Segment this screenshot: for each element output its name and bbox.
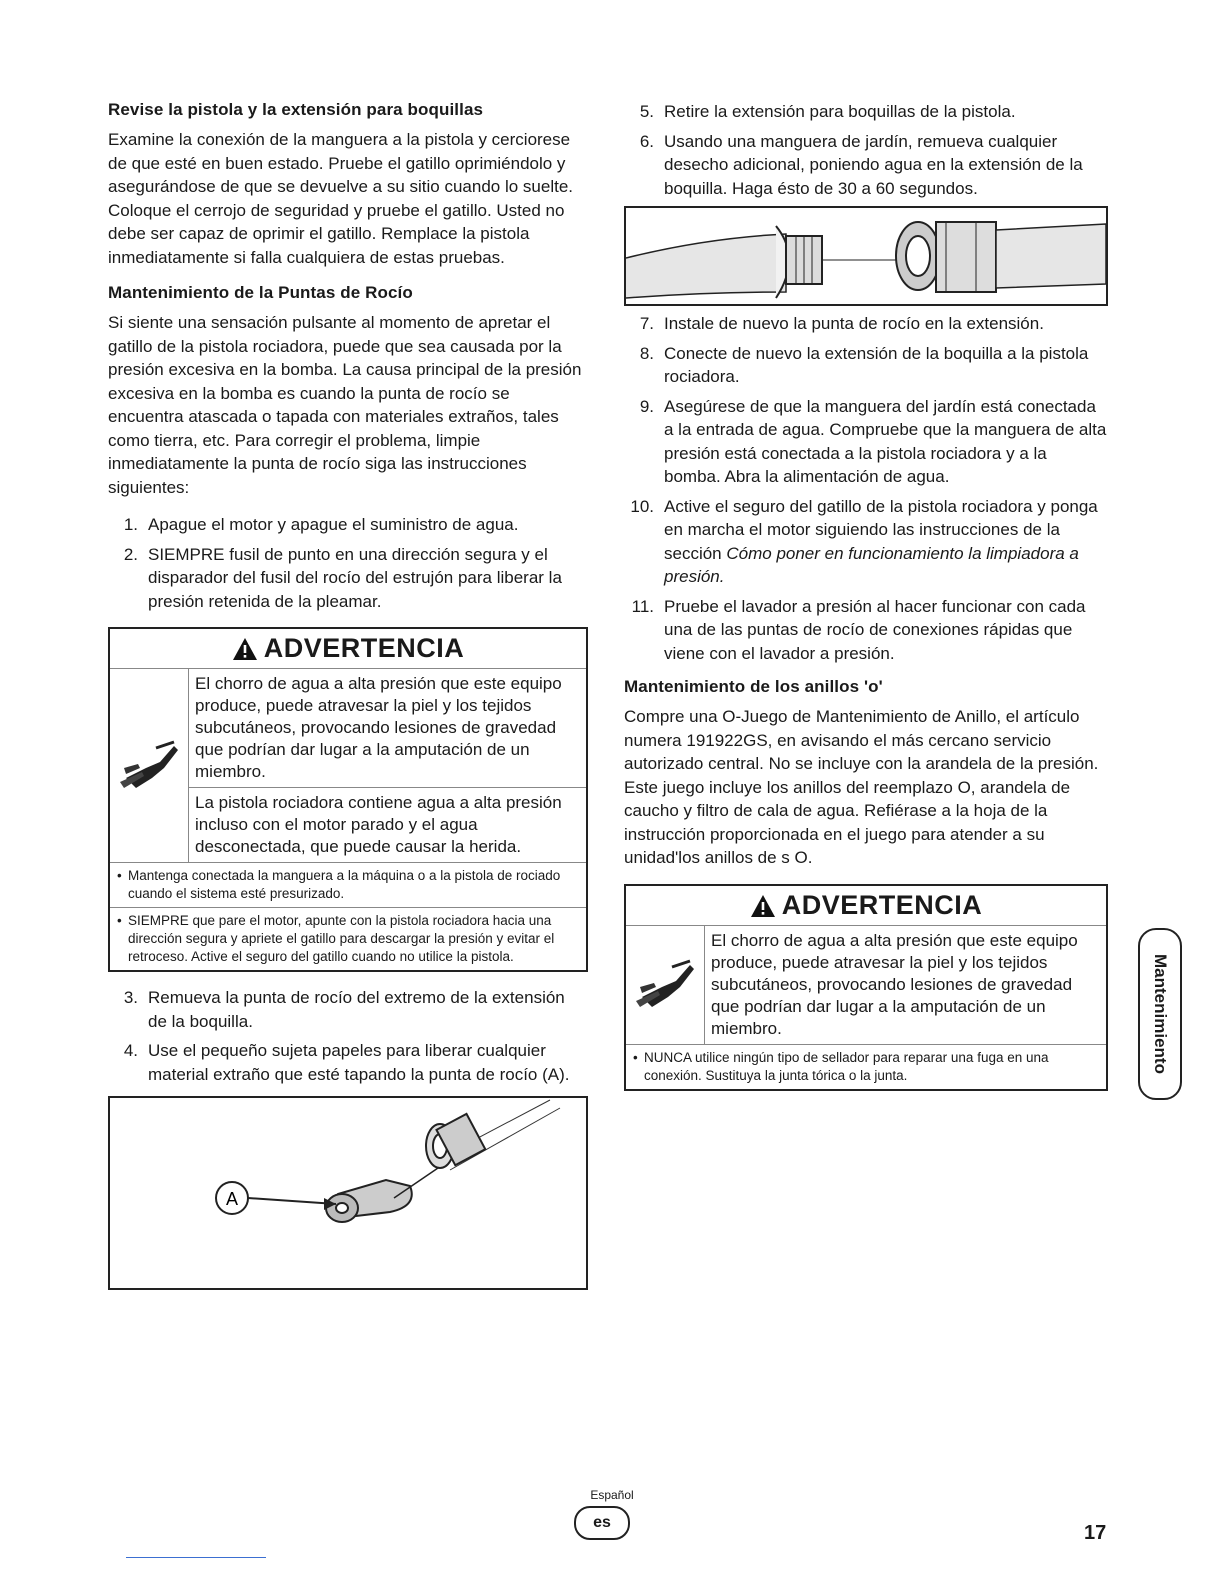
list-item: 9. Asegúrese de que la manguera del jardín está conectada a la entrada de agua. Compruebe que la manguera de alta presión está conectada a la pistola rociadora y a la bomba. Abra la alimentación de agua. xyxy=(639,396,1107,486)
nozzle-illustration xyxy=(110,1098,586,1288)
section-body-nozzle-maintenance: Si siente una sensación pulsante al momento de apretar el gatillo de la pistola rociadora, puede que sea causada por la presión excesiva en la bomba. La causa principal de la presión excesiva en la bomba es cuando la punta de rocío se encuentra atascada o tapada con materiales extraños, tales como tierra, etc. Para corregir el problema, limpie inmediatamente la punta de rocío siga las instrucciones siguientes: xyxy=(108,313,582,497)
section-title-o-rings: Mantenimiento de los anillos 'o' xyxy=(624,677,883,696)
steps-list-d xyxy=(624,312,1108,665)
nozzle-figure xyxy=(108,1096,588,1290)
warning-bullet: • Mantenga conectada la manguera a la máquina o a la pistola de rociado cuando el sistema esté presurizado. xyxy=(110,863,586,907)
section-title-nozzle-maintenance: Mantenimiento de la Puntas de Rocío xyxy=(108,283,413,302)
steps-list-a xyxy=(108,513,588,613)
warning-bullet: • SIEMPRE que pare el motor, apunte con la pistola rociadora hacia una dirección segura y apriete el gatillo para descargar la presión y evitar el retroceso. Active el seguro del gatillo cuando no utilice la pistola. xyxy=(110,907,586,970)
footer-divider xyxy=(126,1557,266,1558)
list-item: 2. SIEMPRE fusil de punto en una dirección segura y el disparador del fusil del rocío del estrujón para liberar la presión retenida de la pleamar. xyxy=(123,544,562,611)
list-item: 4. Use el pequeño sujeta papeles para liberar cualquier material extraño que esté tapando la punta de rocío (A). xyxy=(123,1041,570,1084)
warning-triangle-icon xyxy=(750,894,776,918)
list-item: 7. Instale de nuevo la punta de rocío en la extensión. xyxy=(639,314,1044,333)
left-column xyxy=(108,100,588,1290)
injection-hazard-icon xyxy=(110,669,189,862)
list-item: 8. Conecte de nuevo la extensión de la boquilla a la pistola rociadora. xyxy=(639,343,1089,386)
warning-header: ADVERTENCIA xyxy=(110,629,586,669)
right-column xyxy=(624,100,1108,1105)
section-body-o-rings: Compre una O-Juego de Mantenimiento de Anillo, el artículo numera 191922GS, en avisando el más cercano servicio autorizado central. No se incluye con la arandela de la presión. Este juego incluye los anillos del reemplazo O, arandela de caucho y filtro de cala de agua. Refiérase a la hoja de la instrucción proporcionada en el juego para atender a su unidad'los anillos de s O. xyxy=(624,707,1099,867)
warning-box-left xyxy=(108,627,588,972)
language-badge: es xyxy=(574,1506,630,1540)
warning-text: El chorro de agua a alta presión que este equipo produce, puede atravesar la piel y los tejidos subcutáneos, provocando lesiones de gravedad que podrían dar lugar a la amputación de un miembro. xyxy=(195,674,562,781)
section-body-gun-check: Examine la conexión de la manguera a la pistola y cerciorese de que esté en buen estado. Pruebe el gatillo oprimiéndolo y asegurándose de que se devuelve a su sitio cuando lo suelte. Coloque el cerrojo de seguridad y pruebe el gatillo. Usted no debe ser capaz de oprimir el gatillo. Remplace la pistola inmediatamente si falla cualquiera de estas pruebas. xyxy=(108,130,573,267)
warning-header: ADVERTENCIA xyxy=(626,886,1106,926)
list-item: 5. Retire la extensión para boquillas de la pistola. xyxy=(639,102,1016,121)
warning-bullet: • NUNCA utilice ningún tipo de sellador para reparar una fuga en una conexión. Sustituya la junta tórica o la junta. xyxy=(626,1045,1106,1089)
injection-hazard-icon xyxy=(626,926,705,1044)
hose-illustration xyxy=(626,208,1106,304)
page-number: 17 xyxy=(1084,1522,1107,1544)
list-item: 3. Remueva la punta de rocío del extremo de la extensión de la boquilla. xyxy=(123,988,565,1031)
section-title-gun-check: Revise la pistola y la extensión para boquillas xyxy=(108,100,484,119)
warning-text: La pistola rociadora contiene agua a alta presión incluso con el motor parado y el agua desconectada, que puede causar la herida. xyxy=(189,787,586,862)
warning-text: El chorro de agua a alta presión que este equipo produce, puede atravesar la piel y los tejidos subcutáneos, provocando lesiones de gravedad que podrían dar lugar a la amputación de un miembro. xyxy=(711,930,1078,1038)
section-side-tab: Mantenimiento xyxy=(1138,928,1182,1100)
list-item: 6. Usando una manguera de jardín, remueva cualquier desecho adicional, poniendo agua en la extensión de la boquilla. Haga ésto de 30 a 60 segundos. xyxy=(639,131,1083,198)
warning-box-right xyxy=(624,884,1108,1091)
list-item: 11. Pruebe el lavador a presión al hacer funcionar con cada una de las puntas de rocío de conexiones rápidas que viene con el lavador a presión. xyxy=(631,596,1086,663)
footer-language: Español xyxy=(590,1488,634,1502)
list-item: 10. Active el seguro del gatillo de la pistola rociadora y ponga en marcha el motor siguiendo las instrucciones de la sección Cómo poner en funcionamiento la limpiadora a presión. xyxy=(630,496,1098,586)
list-item: 1. Apague el motor y apague el suministro de agua. xyxy=(123,515,519,534)
figure-label-a: A xyxy=(225,1189,239,1209)
steps-list-b xyxy=(108,986,588,1086)
warning-triangle-icon xyxy=(232,637,258,661)
hose-figure xyxy=(624,206,1108,306)
steps-list-c xyxy=(624,100,1108,200)
